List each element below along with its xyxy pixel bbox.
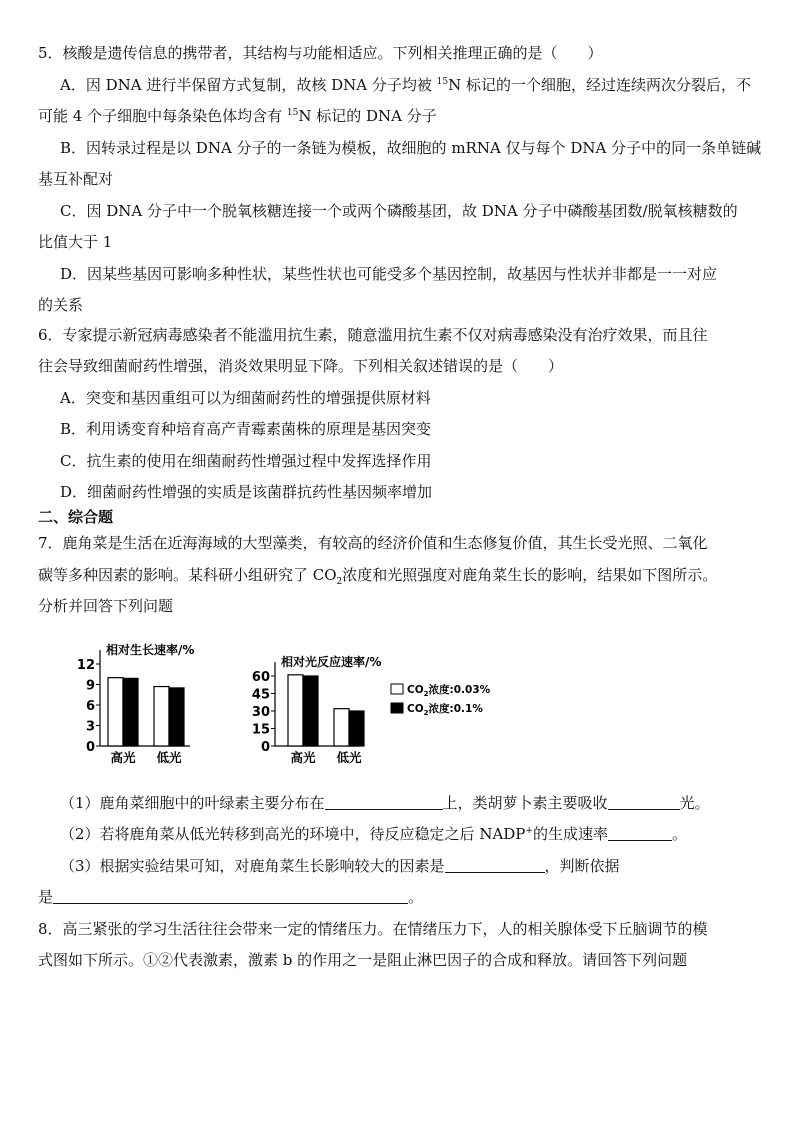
answer-blank[interactable]: [445, 857, 545, 873]
legend-swatch-1: [391, 703, 403, 713]
legend-label-0: $CO_2$浓度:0.03%: [407, 684, 491, 698]
q6-stem-line1: 6．专家提示新冠病毒感染者不能滥用抗生素，随意滥用抗生素不仅对病毒感染没有治疗效果，而且往: [38, 326, 708, 344]
q6-option-a: A．突变和基因重组可以为细菌耐药性的增强提供原材料: [60, 389, 431, 407]
q6-stem-line2: 往会导致细菌耐药性增强，消炎效果明显下降。下列相关叙述错误的是（ ）: [38, 357, 564, 375]
chart-growth-rate: [77, 642, 195, 765]
y-tick-label: 0: [260, 740, 270, 755]
q5-option-a-line2: 可能 4 个子细胞中每条染色体均含有 $^{15}$N 标记的 DNA 分子: [38, 107, 437, 125]
q7-stem-line3: 分析并回答下列问题: [38, 597, 174, 615]
q5-option-c-line2: 比值大于 1: [38, 233, 113, 251]
y-axis-label: 相对光反应速率/%: [281, 655, 382, 669]
y-tick-label: 0: [85, 740, 95, 755]
answer-blank[interactable]: [608, 794, 680, 810]
legend-swatch-0: [391, 684, 403, 694]
chart-light-reaction-rate: [252, 654, 382, 765]
section-heading: 二、综合题: [38, 508, 114, 526]
bar: [108, 678, 123, 746]
q6-option-d: D．细菌耐药性增强的实质是该菌群抗药性基因频率增加: [60, 483, 433, 501]
q6-option-b: B．利用诱变育种培育高产青霉素菌株的原理是基因突变: [60, 420, 432, 438]
q5-option-b-line1: B．因转录过程是以 DNA 分子的一条链为模板，故细胞的 mRNA 仅与每个 DNA 分子中的同一条单链碱: [60, 139, 762, 157]
q8-stem-line1: 8．高三紧张的学习生活往往会带来一定的情绪压力。在情绪压力下，人的相关腺体受下丘脑调节的模: [38, 920, 708, 938]
category-label: 低光: [336, 750, 362, 765]
q7-stem-line2: 碳等多种因素的影响。某科研小组研究了 $CO_2$浓度和光照强度对鹿角菜生长的影响，结果如下图所示。: [38, 566, 718, 587]
category-label: 低光: [156, 750, 182, 765]
y-tick-label: 12: [76, 658, 95, 673]
q6-option-c: C．抗生素的使用在细菌耐药性增强过程中发挥选择作用: [60, 452, 432, 470]
y-tick-label: 45: [251, 687, 270, 703]
bar: [154, 687, 169, 746]
q7-stem-line1: 7．鹿角菜是生活在近海海域的大型藻类，有较高的经济价值和生态修复价值，其生长受光照、二氧化: [38, 534, 708, 552]
answer-blank[interactable]: [608, 825, 672, 841]
y-tick-label: 30: [251, 705, 270, 720]
y-tick-label: 3: [85, 719, 95, 735]
q7-part2: （2）若将鹿角菜从低光转移到高光的环境中，待反应稳定之后 NADP+的生成速率 。: [60, 825, 687, 843]
q5-option-a-line1: A．因 DNA 进行半保留方式复制，故核 DNA 分子均被 $^{15}$N 标记的一个细胞，经过连续两次分裂后，不: [60, 76, 752, 94]
q5-option-b-line2: 基互补配对: [38, 170, 114, 188]
q5-option-d-line2: 的关系: [38, 296, 84, 314]
bar: [349, 711, 364, 746]
q5-stem: 5．核酸是遗传信息的携带者，其结构与功能相适应。下列相关推理正确的是（ ）: [38, 44, 603, 62]
bar: [169, 688, 184, 746]
q7-figure: [70, 640, 530, 770]
category-label: 高光: [290, 750, 316, 765]
y-tick-label: 9: [85, 678, 95, 694]
q7-part1: （1）鹿角菜细胞中的叶绿素主要分布在 上，类胡萝卜素主要吸收 光。: [60, 794, 710, 812]
legend-label-1: $CO_2$浓度:0.1%: [407, 703, 483, 717]
q5-option-d-line1: D．因某些基因可影响多种性状，某些性状也可能受多个基因控制，故基因与性状并非都是一一对应: [60, 265, 718, 283]
category-label: 高光: [110, 750, 136, 765]
y-axis-label: 相对生长速率/%: [106, 643, 195, 657]
bar: [288, 675, 303, 746]
chart-legend: [391, 683, 491, 717]
answer-blank[interactable]: [325, 794, 443, 810]
bar: [303, 676, 318, 746]
q5-option-c-line1: C．因 DNA 分子中一个脱氧核糖连接一个或两个磷酸基团，故 DNA 分子中磷酸基团数/脱氧核糖数的: [60, 202, 738, 220]
y-tick-label: 60: [251, 670, 270, 685]
bar: [123, 678, 138, 746]
q8-stem-line2: 式图如下所示。①②代表激素，激素 b 的作用之一是阻止淋巴因子的合成和释放。请回答下列问题: [38, 951, 688, 969]
q7-part3: （3）根据实验结果可知，对鹿角菜生长影响较大的因素是 ，判断依据: [60, 857, 620, 875]
y-tick-label: 6: [85, 699, 95, 714]
y-tick-label: 15: [251, 722, 270, 738]
bar: [334, 709, 349, 746]
q7-part3-line2: 是 。: [38, 888, 424, 906]
answer-blank[interactable]: [53, 888, 408, 904]
